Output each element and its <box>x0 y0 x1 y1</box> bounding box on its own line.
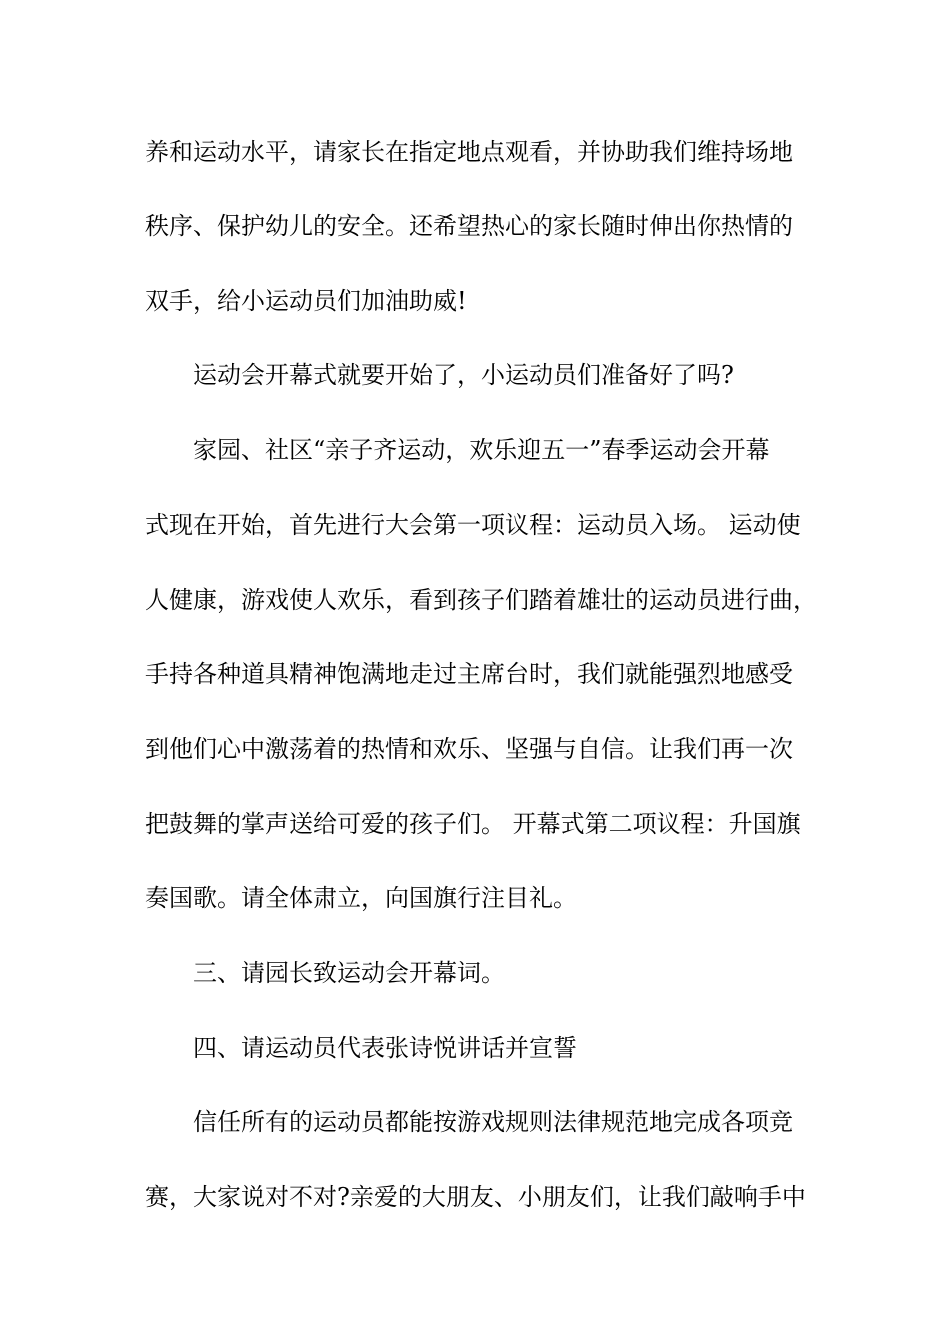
paragraph-start-line: 三、请园长致运动会开幕词。 <box>193 959 505 987</box>
paragraph-start-line: 四、请运动员代表张诗悦讲话并宣誓 <box>193 1034 577 1062</box>
text-line: 赛，大家说对不对?亲爱的大朋友、小朋友们，让我们敲响手中 <box>145 1183 806 1211</box>
text-line: 奏国歌。请全体肃立，向国旗行注目礼。 <box>145 884 577 912</box>
text-line: 把鼓舞的掌声送给可爱的孩子们。 开幕式第二项议程：升国旗 <box>145 810 801 838</box>
text-line: 式现在开始，首先进行大会第一项议程：运动员入场。 运动使 <box>145 511 801 539</box>
text-line: 到他们心中激荡着的热情和欢乐、坚强与自信。让我们再一次 <box>145 735 793 763</box>
paragraph-start-line: 家园、社区“亲子齐运动，欢乐迎五一”春季运动会开幕 <box>193 436 770 464</box>
paragraph-start-line: 运动会开幕式就要开始了，小运动员们准备好了吗? <box>193 361 734 389</box>
text-line: 人健康，游戏使人欢乐，看到孩子们踏着雄壮的运动员进行曲， <box>145 586 817 614</box>
text-line: 秩序、保护幼儿的安全。还希望热心的家长随时伸出你热情的 <box>145 212 793 240</box>
text-line: 双手，给小运动员们加油助威! <box>145 287 467 315</box>
text-line: 养和运动水平，请家长在指定地点观看，并协助我们维持场地 <box>145 138 793 166</box>
text-line: 手持各种道具精神饱满地走过主席台时，我们就能强烈地感受 <box>145 660 793 688</box>
paragraph-start-line: 信任所有的运动员都能按游戏规则法律规范地完成各项竞 <box>193 1108 793 1136</box>
